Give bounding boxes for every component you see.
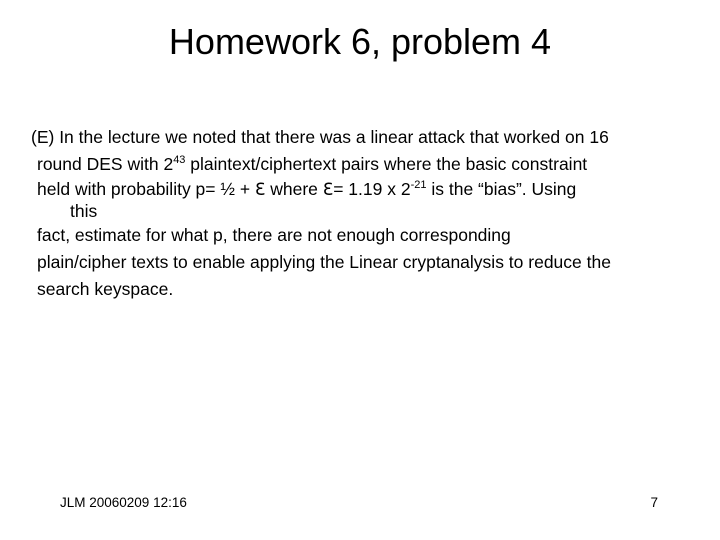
exponent-minus-21: -21 xyxy=(410,179,427,191)
problem-line-3-value: = 1.19 x 2 xyxy=(333,179,411,199)
problem-line-3-end: is the “bias”. Using xyxy=(426,179,577,199)
problem-line-7-text: search keyspace. xyxy=(37,279,174,299)
problem-line-1-text: (E) In the lecture we noted that there was a linear attack that worked on 16 xyxy=(31,127,609,147)
slide-title: Homework 6, problem 4 xyxy=(168,21,552,62)
problem-line-1 xyxy=(31,124,691,151)
problem-line-2 xyxy=(37,151,697,178)
problem-line-4 xyxy=(70,200,720,222)
footer-date: JLM 20060209 12:16 xyxy=(60,495,187,510)
problem-line-2-end: plaintext/ciphertext pairs where the basic constraint xyxy=(185,154,588,174)
problem-line-3-where: where xyxy=(265,179,323,199)
problem-line-5 xyxy=(37,222,697,249)
page-number: 7 xyxy=(650,495,658,510)
problem-line-3-start: held with probability p= ½ + xyxy=(37,179,255,199)
problem-line-4-text: this xyxy=(70,201,98,221)
problem-line-7 xyxy=(37,276,697,303)
problem-line-6 xyxy=(37,249,697,276)
epsilon-symbol: ℇ xyxy=(254,180,266,200)
problem-line-5-text: fact, estimate for what p, there are not enough corresponding xyxy=(37,225,511,245)
epsilon-symbol-2: ℇ xyxy=(322,180,334,200)
problem-line-6-text: plain/cipher texts to enable applying the Linear cryptanalysis to reduce the xyxy=(37,252,611,272)
problem-line-3 xyxy=(37,178,697,200)
exponent-43: 43 xyxy=(173,154,186,166)
problem-text xyxy=(31,124,697,303)
problem-line-2-start: round DES with 2 xyxy=(37,154,174,174)
